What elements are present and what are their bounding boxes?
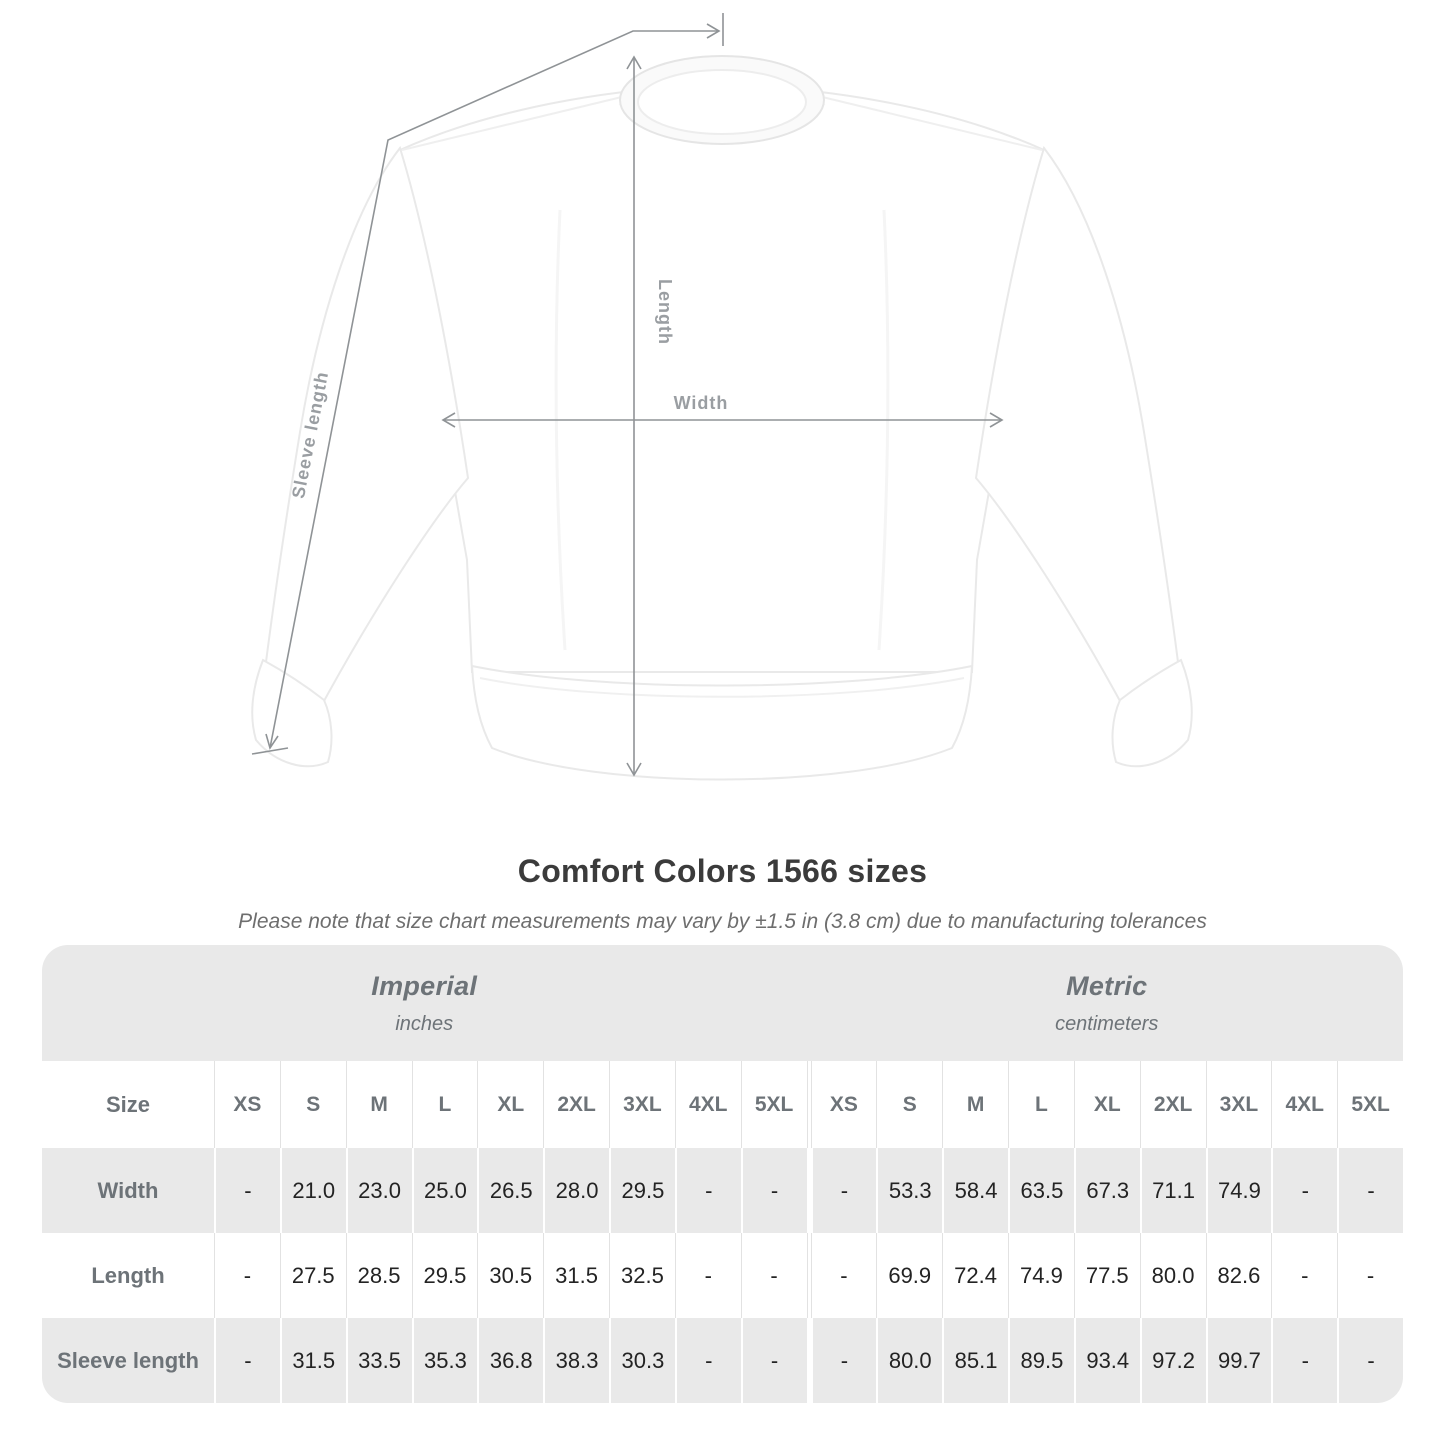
value-cell: 82.6	[1206, 1233, 1272, 1318]
value-cell: -	[811, 1318, 877, 1403]
value-cell: 30.3	[609, 1318, 675, 1403]
value-cell: -	[741, 1318, 807, 1403]
row-label: Length	[91, 1262, 165, 1288]
size-header-cell: L	[412, 1061, 478, 1148]
value-cell: 58.4	[942, 1148, 1008, 1233]
value-cell: 63.5	[1008, 1148, 1074, 1233]
value-cell: 85.1	[942, 1318, 1008, 1403]
value-cell: 77.5	[1074, 1233, 1140, 1318]
imperial-label: Imperial	[371, 970, 478, 1001]
size-header-cell: 2XL	[1140, 1061, 1206, 1148]
value-cell: 35.3	[412, 1318, 478, 1403]
value-cell: 31.5	[280, 1318, 346, 1403]
value-cell: 99.7	[1206, 1318, 1272, 1403]
value-cell: 23.0	[346, 1148, 412, 1233]
value-cell: 28.5	[346, 1233, 412, 1318]
value-cell: 29.5	[609, 1148, 675, 1233]
sleeve-length-label: Sleeve length	[287, 369, 333, 501]
unit-header-row	[42, 945, 1403, 1061]
tolerance-note: Please note that size chart measurements may vary by ±1.5 in (3.8 cm) due to manufacturing tolerances	[238, 910, 1207, 933]
value-cell: 80.0	[876, 1318, 942, 1403]
row-label: Width	[42, 1148, 214, 1233]
size-header-cell: L	[1008, 1061, 1074, 1148]
size-header-cell: XL	[1074, 1061, 1140, 1148]
value-cell: 26.5	[477, 1148, 543, 1233]
value-cell: 36.8	[477, 1318, 543, 1403]
size-header-cell: 2XL	[543, 1061, 609, 1148]
value-cell: 71.1	[1140, 1148, 1206, 1233]
value-cell: -	[1271, 1233, 1337, 1318]
size-header-cell: S	[280, 1061, 346, 1148]
value-cell: 89.5	[1008, 1318, 1074, 1403]
value-cell: 30.5	[477, 1233, 543, 1318]
size-header-cell: M	[942, 1061, 1008, 1148]
size-header-cell: XL	[477, 1061, 543, 1148]
value-cell: 25.0	[412, 1148, 478, 1233]
size-header-cell: XS	[214, 1061, 280, 1148]
value-cell: 80.0	[1140, 1233, 1206, 1318]
value-cell: -	[675, 1148, 741, 1233]
value-cell: 27.5	[280, 1233, 346, 1318]
value-cell: -	[214, 1233, 280, 1318]
value-cell: 93.4	[1074, 1318, 1140, 1403]
value-cell: -	[741, 1148, 807, 1233]
table-row-sleeve-length	[42, 1318, 1403, 1403]
value-cell: 32.5	[609, 1233, 675, 1318]
value-cell: -	[1337, 1233, 1403, 1318]
page-title: Comfort Colors 1566 sizes	[517, 853, 928, 889]
value-cell: -	[1337, 1148, 1403, 1233]
size-header-cell: 4XL	[1271, 1061, 1337, 1148]
value-cell: 69.9	[876, 1233, 942, 1318]
value-cell: -	[811, 1148, 877, 1233]
width-label: Width	[673, 393, 729, 413]
row-label: Sleeve length	[42, 1318, 214, 1403]
value-cell: 31.5	[543, 1233, 609, 1318]
value-cell: -	[214, 1148, 280, 1233]
value-cell: 97.2	[1140, 1318, 1206, 1403]
size-header-cell: 5XL	[1337, 1061, 1403, 1148]
size-header-cell: XS	[811, 1061, 877, 1148]
size-header-cell: M	[346, 1061, 412, 1148]
value-cell: 72.4	[942, 1233, 1008, 1318]
value-cell: 53.3	[876, 1148, 942, 1233]
value-cell: -	[1337, 1318, 1403, 1403]
imperial-sublabel: inches	[395, 1012, 454, 1035]
value-cell: -	[675, 1318, 741, 1403]
size-chart-table	[42, 945, 1403, 1403]
size-header-cell: 5XL	[741, 1061, 807, 1148]
value-cell: 28.0	[543, 1148, 609, 1233]
value-cell: 29.5	[412, 1233, 478, 1318]
metric-unit-header	[811, 971, 1404, 1036]
value-cell: -	[1271, 1318, 1337, 1403]
value-cell: 38.3	[543, 1318, 609, 1403]
value-cell: 74.9	[1008, 1233, 1074, 1318]
value-cell: 33.5	[346, 1318, 412, 1403]
size-header-row	[42, 1061, 1403, 1148]
size-header-cell: 4XL	[675, 1061, 741, 1148]
table-row-width	[42, 1148, 1403, 1233]
value-cell: -	[675, 1233, 741, 1318]
table-row-length	[42, 1233, 1403, 1318]
size-header-cell: 3XL	[1206, 1061, 1272, 1148]
sweatshirt-illustration	[252, 56, 1192, 780]
metric-label: Metric	[1066, 970, 1148, 1001]
size-column-header: Size	[105, 1091, 151, 1117]
value-cell: 74.9	[1206, 1148, 1272, 1233]
size-header-cell: S	[876, 1061, 942, 1148]
value-cell: -	[741, 1233, 807, 1318]
metric-sublabel: centimeters	[1055, 1012, 1159, 1035]
value-cell: 21.0	[280, 1148, 346, 1233]
value-cell: -	[1271, 1148, 1337, 1233]
size-header-cell: 3XL	[609, 1061, 675, 1148]
imperial-unit-header	[42, 971, 807, 1036]
value-cell: -	[214, 1318, 280, 1403]
length-label: Length	[655, 279, 675, 345]
value-cell: 67.3	[1074, 1148, 1140, 1233]
value-cell: -	[811, 1233, 877, 1318]
